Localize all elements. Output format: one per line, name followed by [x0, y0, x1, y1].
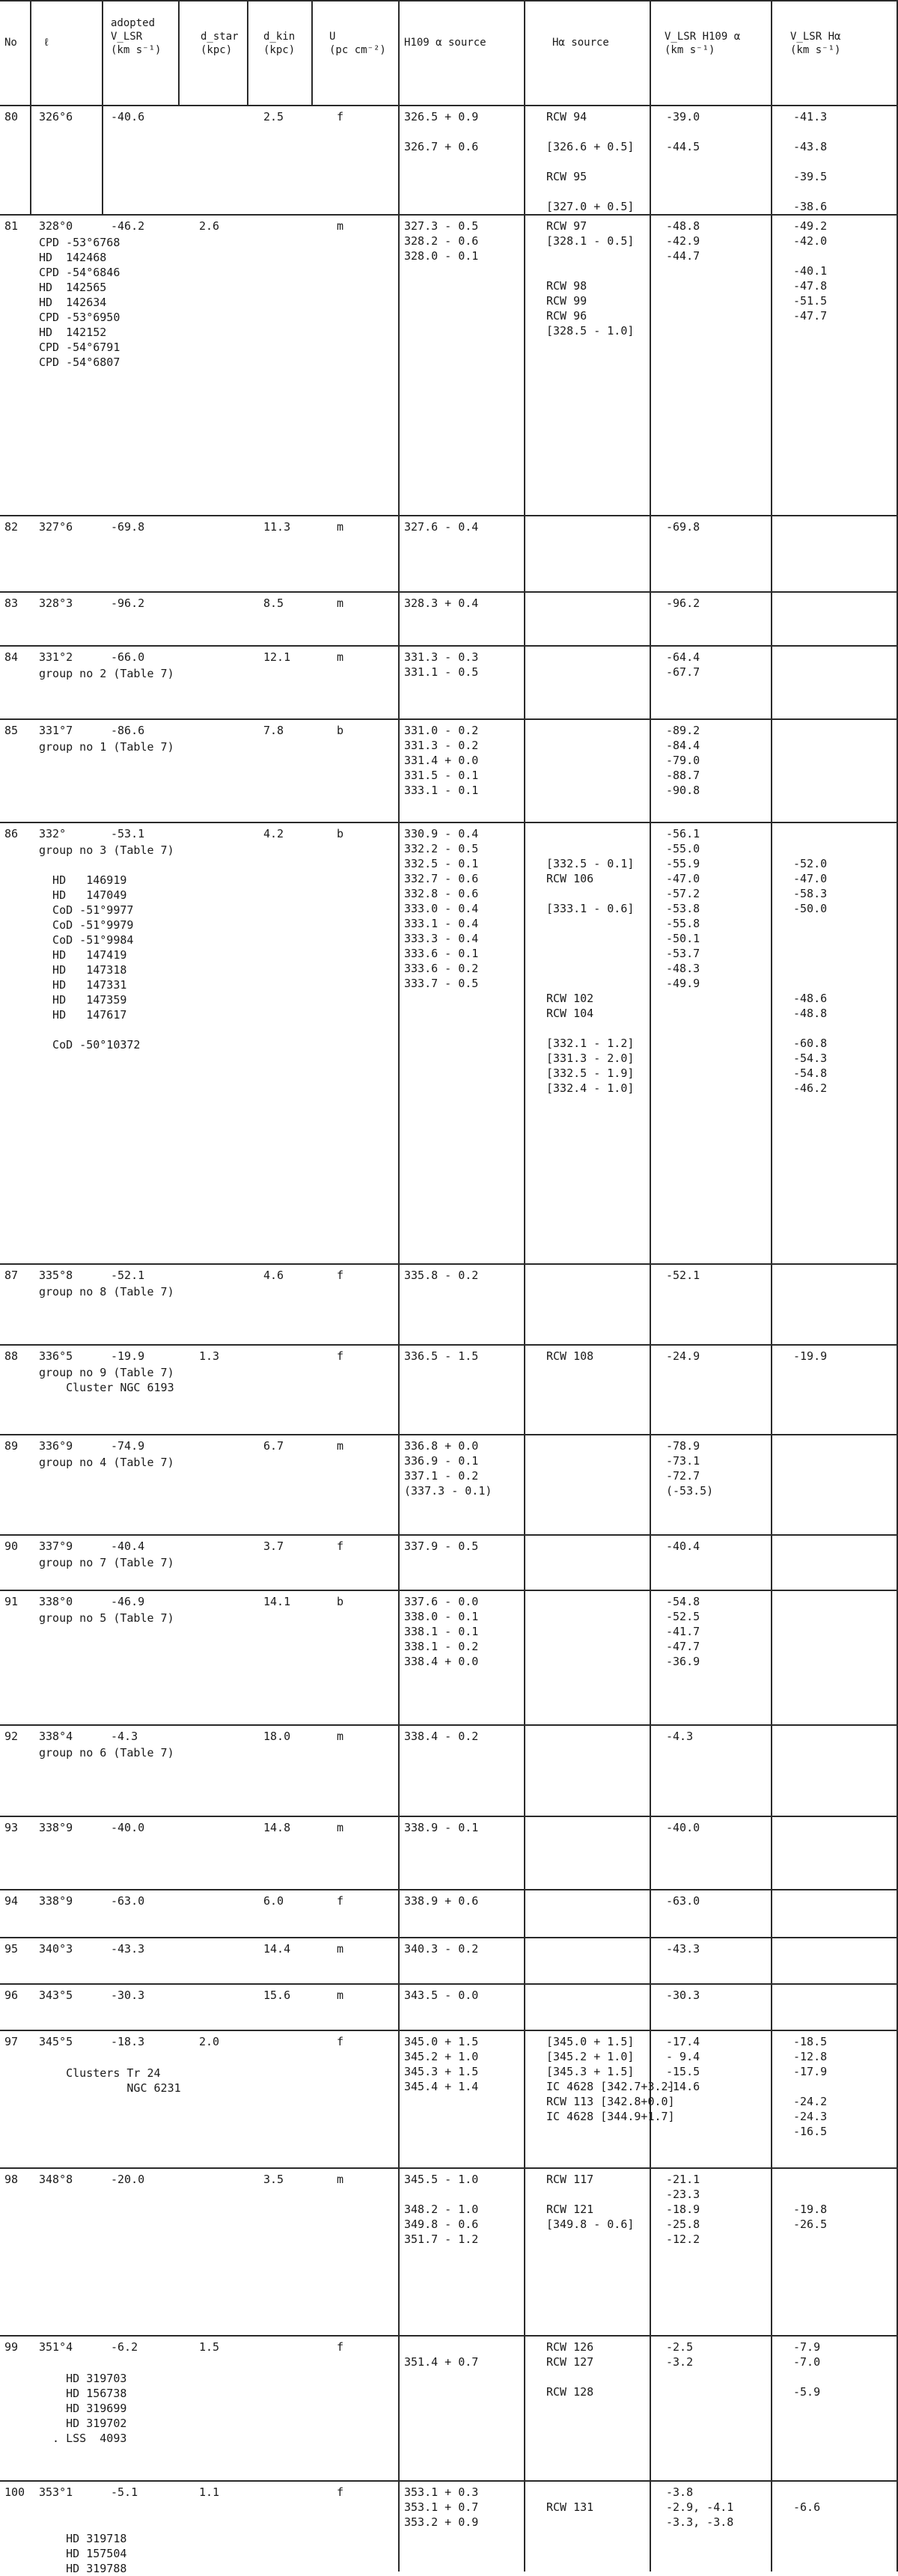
- row-rule: [0, 822, 898, 823]
- excitation-class: f: [337, 2035, 344, 2048]
- row-notes: group no 4 (Table 7): [39, 1456, 174, 1469]
- h109-source: 327.6 - 0.4: [404, 520, 479, 534]
- excitation-class: b: [337, 1595, 344, 1608]
- ha-source: RCW 126 RCW 127 RCW 128: [546, 2340, 594, 2399]
- stellar-distance: 2.0: [199, 2035, 220, 2048]
- adopted-vlsr: -69.8: [111, 520, 145, 534]
- adopted-vlsr: -66.0: [111, 650, 145, 664]
- column-rule: [650, 0, 651, 2572]
- excitation-class: m: [337, 1439, 344, 1453]
- row-notes: group no 7 (Table 7): [39, 1556, 174, 1569]
- adopted-vlsr: -86.6: [111, 724, 145, 737]
- h109-velocity: -24.9: [666, 1349, 700, 1363]
- col-header-longitude: ℓ: [43, 37, 50, 49]
- row-rule: [0, 2335, 898, 2337]
- excitation-class: f: [337, 2485, 344, 2499]
- excitation-class: f: [337, 2340, 344, 2354]
- row-number: 86: [4, 827, 19, 840]
- row-notes: CPD -53°6768 HD 142468 CPD -54°6846 HD 142565 HD 142634 CPD -53°6950 HD 142152 CPD -54°6791 CPD -54°6807: [39, 236, 120, 369]
- adopted-vlsr: -96.2: [111, 596, 145, 610]
- h109-source: 338.9 + 0.6: [404, 1894, 479, 1908]
- stellar-distance: 2.6: [199, 219, 220, 233]
- row-notes: group no 6 (Table 7): [39, 1746, 174, 1759]
- h109-velocity: -43.3: [666, 1942, 700, 1956]
- galactic-longitude: 326°6: [39, 110, 73, 123]
- h109-velocity: -17.4 - 9.4 -15.5 -14.6: [666, 2035, 700, 2093]
- excitation-class: f: [337, 1894, 344, 1908]
- h109-source: 335.8 - 0.2: [404, 1269, 479, 1282]
- row-number: 87: [4, 1269, 19, 1282]
- row-number: 84: [4, 650, 19, 664]
- ha-source: [345.0 + 1.5] [345.2 + 1.0] [345.3 + 1.5] IC 4628 [342.7+3.2] RCW 113 [342.8+0.0] IC 4628 [344.9+1.7]: [546, 2035, 675, 2123]
- column-rule: [524, 0, 525, 2572]
- row-rule: [0, 718, 898, 720]
- ha-velocity: -41.3 -43.8 -39.5 -38.6: [793, 110, 828, 213]
- h109-velocity: -52.1: [666, 1269, 700, 1282]
- row-rule: [0, 1816, 898, 1817]
- row-number: 94: [4, 1894, 19, 1908]
- h109-velocity: -63.0: [666, 1894, 700, 1908]
- row-number: 100: [4, 2485, 25, 2499]
- adopted-vlsr: -19.9: [111, 1349, 145, 1363]
- kinematic-distance: 18.0: [263, 1730, 291, 1743]
- adopted-vlsr: -6.2: [111, 2340, 138, 2354]
- ha-velocity: -19.9: [793, 1349, 828, 1363]
- ha-velocity: -7.9 -7.0 -5.9: [793, 2340, 821, 2399]
- galactic-longitude: 340°3: [39, 1942, 73, 1956]
- h109-source: 331.3 - 0.3 331.1 - 0.5: [404, 650, 479, 679]
- row-rule: [0, 2030, 898, 2031]
- row-notes: group no 3 (Table 7) HD 146919 HD 147049 CoD -51°9977 CoD -51°9979 CoD -51°9984 HD 147419 HD 147318 HD 147331 HD 147359 HD 147617 CoD -50°10372: [39, 843, 174, 1052]
- excitation-class: m: [337, 1821, 344, 1834]
- h109-velocity: -48.8 -42.9 -44.7: [666, 219, 700, 263]
- ha-source: [332.5 - 0.1] RCW 106 [333.1 - 0.6] RCW 102 RCW 104 [332.1 - 1.2] [331.3 - 2.0] [332.5 - 1.9] [332.4 - 1.0]: [546, 857, 635, 1095]
- galactic-longitude: 332°: [39, 827, 67, 840]
- galactic-longitude: 337°9: [39, 1539, 73, 1553]
- column-rule: [30, 0, 31, 216]
- kinematic-distance: 15.6: [263, 1989, 291, 2002]
- h109-source: 330.9 - 0.4 332.2 - 0.5 332.5 - 0.1 332.7 - 0.6 332.8 - 0.6 333.0 - 0.4 333.1 - 0.4 333.3 - 0.4 333.6 - 0.1 333.6 - 0.2 333.7 - 0.5: [404, 827, 479, 990]
- h109-velocity: -30.3: [666, 1989, 700, 2002]
- excitation-class: m: [337, 650, 344, 664]
- h109-velocity: -69.8: [666, 520, 700, 534]
- adopted-vlsr: -18.3: [111, 2035, 145, 2048]
- row-rule: [0, 1724, 898, 1726]
- row-notes: HD 319703 HD 156738 HD 319699 HD 319702 . LSS 4093: [52, 2372, 127, 2445]
- h109-source: 338.9 - 0.1: [404, 1821, 479, 1834]
- column-rule: [247, 0, 248, 105]
- adopted-vlsr: -4.3: [111, 1730, 138, 1743]
- h109-source: 328.3 + 0.4: [404, 596, 479, 610]
- column-rule: [102, 0, 103, 216]
- col-header-vlsr: adopted V_LSR (km s⁻¹): [111, 17, 162, 56]
- row-rule: [0, 591, 898, 593]
- col-header-vlsr-h109: V_LSR H109 α (km s⁻¹): [665, 31, 741, 56]
- h109-source: 326.5 + 0.9 326.7 + 0.6: [404, 110, 479, 153]
- row-number: 89: [4, 1439, 19, 1453]
- row-number: 96: [4, 1989, 19, 2002]
- galactic-longitude: 338°4: [39, 1730, 73, 1743]
- row-rule: [0, 0, 898, 1]
- adopted-vlsr: -30.3: [111, 1989, 145, 2002]
- kinematic-distance: 14.4: [263, 1942, 291, 1956]
- row-number: 92: [4, 1730, 19, 1743]
- excitation-class: m: [337, 219, 344, 233]
- row-notes: group no 8 (Table 7): [39, 1285, 174, 1298]
- kinematic-distance: 14.1: [263, 1595, 291, 1608]
- row-number: 93: [4, 1821, 19, 1834]
- row-rule: [0, 214, 898, 216]
- kinematic-distance: 4.2: [263, 827, 284, 840]
- h109-velocity: -78.9 -73.1 -72.7 (-53.5): [666, 1439, 714, 1498]
- galactic-longitude: 335°8: [39, 1269, 73, 1282]
- row-rule: [0, 1534, 898, 1536]
- row-rule: [0, 1590, 898, 1591]
- adopted-vlsr: -5.1: [111, 2485, 138, 2499]
- column-rule: [178, 0, 180, 105]
- stellar-distance: 1.5: [199, 2340, 220, 2354]
- adopted-vlsr: -46.2: [111, 219, 145, 233]
- h109-velocity: -56.1 -55.0 -55.9 -47.0 -57.2 -53.8 -55.8 -50.1 -53.7 -48.3 -49.9: [666, 827, 700, 990]
- h109-source: 331.0 - 0.2 331.3 - 0.2 331.4 + 0.0 331.5 - 0.1 333.1 - 0.1: [404, 724, 479, 797]
- ha-velocity: -52.0 -47.0 -58.3 -50.0 -48.6 -48.8 -60.8 -54.3 -54.8 -46.2: [793, 857, 828, 1095]
- excitation-class: m: [337, 1942, 344, 1956]
- adopted-vlsr: -46.9: [111, 1595, 145, 1608]
- adopted-vlsr: -74.9: [111, 1439, 145, 1453]
- row-number: 91: [4, 1595, 19, 1608]
- row-notes: group no 2 (Table 7): [39, 667, 174, 680]
- adopted-vlsr: -40.4: [111, 1539, 145, 1553]
- ha-velocity: -49.2 -42.0 -40.1 -47.8 -51.5 -47.7: [793, 219, 828, 323]
- excitation-class: f: [337, 1539, 344, 1553]
- col-header-u: U (pc cm⁻²): [329, 31, 386, 56]
- h109-velocity: -40.0: [666, 1821, 700, 1834]
- col-header-vlsr-ha: V_LSR Hα (km s⁻¹): [790, 31, 841, 56]
- col-header-no: No: [4, 37, 17, 49]
- h109-velocity: -40.4: [666, 1539, 700, 1553]
- h109-source: 345.5 - 1.0 348.2 - 1.0 349.8 - 0.6 351.7 - 1.2: [404, 2173, 479, 2246]
- row-number: 85: [4, 724, 19, 737]
- h109-velocity: -3.8 -2.9, -4.1 -3.3, -3.8: [666, 2485, 734, 2529]
- ha-source: RCW 94 [326.6 + 0.5] RCW 95 [327.0 + 0.5]: [546, 110, 635, 213]
- h109-source: 336.5 - 1.5: [404, 1349, 479, 1363]
- h109-velocity: -96.2: [666, 596, 700, 610]
- row-number: 81: [4, 219, 19, 233]
- galactic-longitude: 343°5: [39, 1989, 73, 2002]
- h109-source: 353.1 + 0.3 353.1 + 0.7 353.2 + 0.9: [404, 2485, 479, 2529]
- galactic-longitude: 348°8: [39, 2173, 73, 2186]
- kinematic-distance: 11.3: [263, 520, 291, 534]
- row-number: 98: [4, 2173, 19, 2186]
- row-rule: [0, 1983, 898, 1985]
- h109-source: 336.8 + 0.0 336.9 - 0.1 337.1 - 0.2 (337.3 - 0.1): [404, 1439, 492, 1498]
- row-notes: Clusters Tr 24 NGC 6231: [66, 2066, 181, 2095]
- adopted-vlsr: -40.6: [111, 110, 145, 123]
- excitation-class: f: [337, 110, 344, 123]
- row-notes: group no 9 (Table 7) Cluster NGC 6193: [39, 1366, 174, 1394]
- column-rule: [897, 0, 898, 2572]
- kinematic-distance: 8.5: [263, 596, 284, 610]
- adopted-vlsr: -52.1: [111, 1269, 145, 1282]
- excitation-class: f: [337, 1349, 344, 1363]
- h109-source: 345.0 + 1.5 345.2 + 1.0 345.3 + 1.5 345.4 + 1.4: [404, 2035, 479, 2093]
- column-rule: [311, 0, 313, 105]
- h109-source: 327.3 - 0.5 328.2 - 0.6 328.0 - 0.1: [404, 219, 479, 263]
- galactic-longitude: 338°9: [39, 1894, 73, 1908]
- galactic-longitude: 351°4: [39, 2340, 73, 2354]
- h109-source: 351.4 + 0.7: [404, 2355, 479, 2369]
- row-rule: [0, 1263, 898, 1265]
- h109-velocity: -64.4 -67.7: [666, 650, 700, 679]
- excitation-class: b: [337, 724, 344, 737]
- excitation-class: m: [337, 596, 344, 610]
- row-rule: [0, 1344, 898, 1346]
- row-notes: group no 5 (Table 7): [39, 1611, 174, 1625]
- row-rule: [0, 1937, 898, 1938]
- excitation-class: m: [337, 1730, 344, 1743]
- col-header-dstar: d_star (kpc): [201, 31, 239, 56]
- kinematic-distance: 6.7: [263, 1439, 284, 1453]
- column-rule: [398, 0, 400, 2572]
- ha-velocity: -18.5 -12.8 -17.9 -24.2 -24.3 -16.5: [793, 2035, 828, 2138]
- stellar-distance: 1.1: [199, 2485, 220, 2499]
- galactic-longitude: 328°0: [39, 219, 73, 233]
- row-rule: [0, 515, 898, 516]
- excitation-class: m: [337, 2173, 344, 2186]
- row-rule: [0, 2167, 898, 2169]
- kinematic-distance: 4.6: [263, 1269, 284, 1282]
- galactic-longitude: 336°9: [39, 1439, 73, 1453]
- adopted-vlsr: -63.0: [111, 1894, 145, 1908]
- row-number: 90: [4, 1539, 19, 1553]
- galactic-longitude: 338°9: [39, 1821, 73, 1834]
- adopted-vlsr: -53.1: [111, 827, 145, 840]
- excitation-class: b: [337, 827, 344, 840]
- column-rule: [771, 0, 772, 2572]
- adopted-vlsr: -40.0: [111, 1821, 145, 1834]
- galactic-longitude: 327°6: [39, 520, 73, 534]
- excitation-class: m: [337, 520, 344, 534]
- row-notes: HD 319718 HD 157504 HD 319788: [66, 2532, 127, 2575]
- h109-velocity: -54.8 -52.5 -41.7 -47.7 -36.9: [666, 1595, 700, 1668]
- kinematic-distance: 3.5: [263, 2173, 284, 2186]
- h109-source: 343.5 - 0.0: [404, 1989, 479, 2002]
- kinematic-distance: 2.5: [263, 110, 284, 123]
- row-notes: group no 1 (Table 7): [39, 740, 174, 754]
- col-header-dkin: d_kin (kpc): [263, 31, 296, 56]
- adopted-vlsr: -20.0: [111, 2173, 145, 2186]
- h109-source: 338.4 - 0.2: [404, 1730, 479, 1743]
- h109-velocity: -21.1 -23.3 -18.9 -25.8 -12.2: [666, 2173, 700, 2246]
- ha-source: RCW 117 RCW 121 [349.8 - 0.6]: [546, 2173, 635, 2231]
- h109-velocity: -2.5 -3.2: [666, 2340, 694, 2369]
- row-rule: [0, 1889, 898, 1890]
- excitation-class: m: [337, 1989, 344, 2002]
- row-number: 95: [4, 1942, 19, 1956]
- galactic-longitude: 336°5: [39, 1349, 73, 1363]
- ha-source: RCW 108: [546, 1349, 594, 1363]
- ha-source: RCW 131: [546, 2500, 594, 2514]
- row-number: 82: [4, 520, 19, 534]
- row-rule: [0, 2480, 898, 2482]
- row-rule: [0, 105, 898, 106]
- row-rule: [0, 1434, 898, 1435]
- kinematic-distance: 3.7: [263, 1539, 284, 1553]
- adopted-vlsr: -43.3: [111, 1942, 145, 1956]
- h109-source: 337.9 - 0.5: [404, 1539, 479, 1553]
- kinematic-distance: 6.0: [263, 1894, 284, 1908]
- ha-velocity: -19.8 -26.5: [793, 2203, 828, 2231]
- galactic-longitude: 353°1: [39, 2485, 73, 2499]
- kinematic-distance: 14.8: [263, 1821, 291, 1834]
- h109-source: 340.3 - 0.2: [404, 1942, 479, 1956]
- row-number: 83: [4, 596, 19, 610]
- h109-source: 337.6 - 0.0 338.0 - 0.1 338.1 - 0.1 338.1 - 0.2 338.4 + 0.0: [404, 1595, 479, 1668]
- col-header-ha-source: Hα source: [552, 37, 609, 49]
- row-number: 99: [4, 2340, 19, 2354]
- ha-velocity: -6.6: [793, 2500, 821, 2514]
- row-rule: [0, 645, 898, 647]
- kinematic-distance: 12.1: [263, 650, 291, 664]
- galactic-longitude: 345°5: [39, 2035, 73, 2048]
- kinematic-distance: 7.8: [263, 724, 284, 737]
- galactic-longitude: 331°7: [39, 724, 73, 737]
- excitation-class: f: [337, 1269, 344, 1282]
- h109-velocity: -39.0 -44.5: [666, 110, 700, 153]
- row-number: 80: [4, 110, 19, 123]
- galactic-longitude: 328°3: [39, 596, 73, 610]
- galactic-longitude: 338°0: [39, 1595, 73, 1608]
- row-number: 88: [4, 1349, 19, 1363]
- col-header-h109-source: H109 α source: [404, 37, 486, 49]
- h109-velocity: -89.2 -84.4 -79.0 -88.7 -90.8: [666, 724, 700, 797]
- galactic-longitude: 331°2: [39, 650, 73, 664]
- stellar-distance: 1.3: [199, 1349, 220, 1363]
- h109-velocity: -4.3: [666, 1730, 694, 1743]
- row-number: 97: [4, 2035, 19, 2048]
- ha-source: RCW 97 [328.1 - 0.5] RCW 98 RCW 99 RCW 96 [328.5 - 1.0]: [546, 219, 635, 338]
